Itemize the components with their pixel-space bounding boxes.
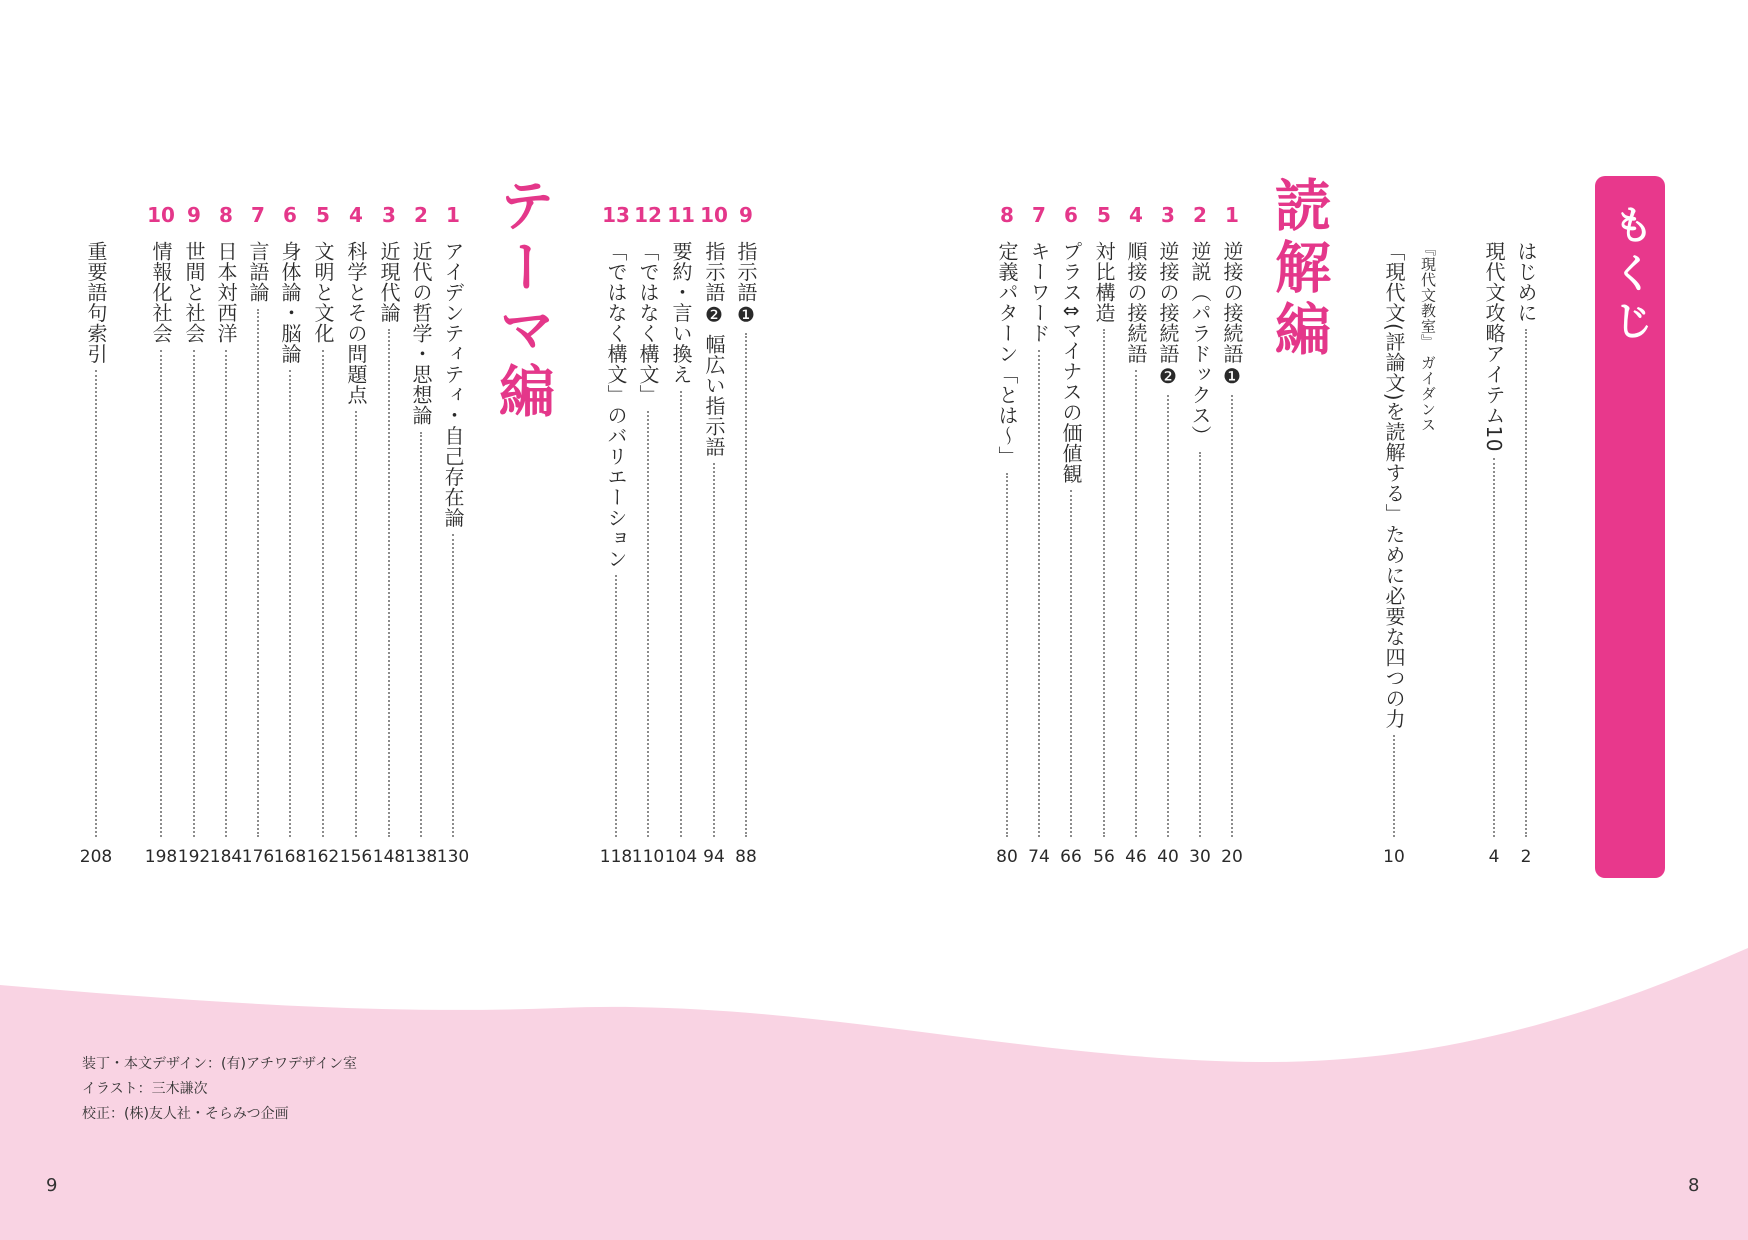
toc-entry-number: 13 — [602, 203, 630, 227]
dot-leader — [647, 411, 649, 837]
toc-entry[interactable] — [243, 205, 273, 869]
toc-entry-guidance-prefix — [1413, 205, 1443, 869]
toc-entry-number: 10 — [147, 203, 175, 227]
dot-leader — [257, 309, 259, 838]
dot-leader — [160, 350, 162, 838]
toc-entry[interactable] — [374, 205, 404, 869]
dot-leader — [1393, 735, 1395, 837]
dot-leader — [745, 333, 747, 837]
toc-entry[interactable] — [341, 205, 371, 869]
dot-leader — [1167, 395, 1169, 838]
toc-entry-title: 「ではなく構文」のバリエーション — [604, 241, 628, 569]
page-number-left: 9 — [46, 1175, 58, 1196]
toc-entry-page: 20 — [1221, 847, 1243, 867]
dot-leader — [95, 370, 97, 837]
toc-entry-title: プラス⇕マイナスの価値観 — [1059, 241, 1083, 484]
toc-entry-page: 10 — [1383, 847, 1405, 867]
toc-entry-page: 40 — [1157, 847, 1179, 867]
credit-line: イラスト：三木謙次 — [82, 1081, 208, 1097]
dot-leader — [322, 350, 324, 838]
toc-entry-number: 3 — [1161, 203, 1175, 227]
toc-entry[interactable] — [1089, 205, 1119, 869]
toc-entry-title: 「ではなく構文」 — [636, 241, 660, 405]
toc-entry[interactable] — [1511, 205, 1541, 869]
toc-entry[interactable] — [992, 205, 1022, 869]
dot-leader — [452, 534, 454, 837]
toc-entry[interactable] — [81, 205, 111, 869]
toc-entry-title: 世間と社会 — [182, 241, 206, 344]
toc-entry-number: 6 — [283, 203, 297, 227]
dot-leader — [1135, 370, 1137, 837]
toc-entry-title: 身体論・脳論 — [278, 241, 302, 364]
toc-entry[interactable] — [601, 205, 631, 869]
dot-leader — [355, 411, 357, 837]
toc-entry-page: 176 — [241, 847, 275, 867]
dot-leader — [1070, 490, 1072, 837]
toc-entry-title: 要約・言い換え — [669, 241, 693, 385]
toc-entry-page: 130 — [436, 847, 470, 867]
toc-entry-number: 11 — [667, 203, 695, 227]
toc-entry-title: 近代の哲学・思想論 — [409, 241, 433, 426]
toc-entry[interactable] — [1379, 205, 1409, 869]
toc-entry-page: 104 — [664, 847, 698, 867]
dot-leader — [193, 350, 195, 838]
dot-leader — [1199, 452, 1201, 837]
guidance-prefix: 『現代文教室』 ガイダンス — [1419, 241, 1437, 433]
dot-leader — [1231, 395, 1233, 838]
dot-leader — [1493, 458, 1495, 837]
toc-entry[interactable] — [1121, 205, 1151, 869]
toc-entry[interactable] — [1185, 205, 1215, 869]
toc-entry-title: 科学とその問題点 — [344, 241, 368, 405]
toc-entry[interactable] — [1153, 205, 1183, 869]
toc-entry-page: 138 — [404, 847, 438, 867]
toc-entry-number: 4 — [349, 203, 363, 227]
toc-entry-page: 156 — [339, 847, 373, 867]
toc-entry-number: 7 — [1032, 203, 1046, 227]
toc-entry-title: アイデンティティ・自己存在論 — [441, 241, 465, 528]
dot-leader — [680, 391, 682, 838]
toc-entry-page: 168 — [273, 847, 307, 867]
toc-entry-page: 192 — [177, 847, 211, 867]
toc-entry-page: 80 — [996, 847, 1018, 867]
toc-entry-page: 88 — [735, 847, 757, 867]
toc-entry-number: 12 — [634, 203, 662, 227]
credits — [82, 1052, 357, 1127]
toc-entry[interactable] — [633, 205, 663, 869]
dot-leader — [1525, 329, 1527, 837]
toc-entry-title: 逆接の接続語❷ — [1156, 241, 1180, 389]
credit-line: 装丁・本文デザイン：(有)アチワデザイン室 — [82, 1056, 357, 1072]
toc-entry-title: 日本対西洋 — [214, 241, 238, 344]
toc-entry-title: 重要語句索引 — [84, 241, 108, 364]
toc-entry-page: 118 — [599, 847, 633, 867]
toc-entry-number: 5 — [1097, 203, 1111, 227]
toc-entry-number: 2 — [414, 203, 428, 227]
toc-entry-page: 46 — [1125, 847, 1147, 867]
toc-entry[interactable] — [438, 205, 468, 869]
toc-entry-title: 逆接の接続語❶ — [1220, 241, 1244, 389]
dot-leader — [615, 575, 617, 837]
dot-leader — [1103, 329, 1105, 837]
toc-entry-page: 94 — [703, 847, 725, 867]
toc-entry-page: 110 — [631, 847, 665, 867]
toc-entry-title: 指示語❶ — [734, 241, 758, 327]
toc-entry-number: 2 — [1193, 203, 1207, 227]
dot-leader — [388, 329, 390, 837]
toc-entry[interactable] — [146, 205, 176, 869]
section-heading-theme: テーマ編 — [490, 176, 555, 424]
toc-entry-number: 8 — [219, 203, 233, 227]
toc-entry-title: 近現代論 — [377, 241, 401, 323]
toc-entry-number: 7 — [251, 203, 265, 227]
toc-entry-number: 8 — [1000, 203, 1014, 227]
toc-entry-page: 198 — [144, 847, 178, 867]
toc-entry[interactable] — [275, 205, 305, 869]
toc-entry-title: 文明と文化 — [311, 241, 335, 344]
toc-entry-page: 208 — [79, 847, 113, 867]
toc-entry-page: 2 — [1520, 847, 1532, 867]
dot-leader — [289, 370, 291, 837]
toc-entry-number: 9 — [187, 203, 201, 227]
toc-entry-page: 56 — [1093, 847, 1115, 867]
toc-entry-page: 66 — [1060, 847, 1082, 867]
toc-entry-page: 4 — [1488, 847, 1500, 867]
toc-entry[interactable] — [406, 205, 436, 869]
toc-entry[interactable] — [1217, 205, 1247, 869]
dot-leader — [225, 350, 227, 838]
toc-entry-number: 1 — [446, 203, 460, 227]
toc-entry-number: 5 — [316, 203, 330, 227]
toc-entry-title: 情報化社会 — [149, 241, 173, 344]
toc-entry-title: 指示語❷ 幅広い指示語 — [702, 241, 726, 457]
mokuji-label: もくじ — [1607, 204, 1653, 348]
toc-entry[interactable] — [699, 205, 729, 869]
toc-entry-title: 「現代文(評論文)を読解する」ために必要な四つの力 — [1382, 241, 1406, 730]
toc-entry[interactable] — [308, 205, 338, 869]
toc-entry-title: 言語論 — [246, 241, 270, 303]
toc-entry[interactable] — [666, 205, 696, 869]
toc-entry-page: 30 — [1189, 847, 1211, 867]
toc-entry-title: 定義パターン「とは～」 — [995, 241, 1019, 467]
page-number-right: 8 — [1688, 1175, 1700, 1196]
toc-entry-number: 1 — [1225, 203, 1239, 227]
toc-entry-title: はじめに — [1514, 241, 1538, 323]
toc-entry-title: 順接の接続語 — [1124, 241, 1148, 364]
mokuji-tab — [1595, 176, 1665, 878]
toc-entry[interactable] — [1056, 205, 1086, 869]
toc-entry-page: 162 — [306, 847, 340, 867]
toc-entry[interactable] — [211, 205, 241, 869]
toc-entry-title: 逆説（パラドックス） — [1188, 241, 1212, 446]
toc-entry[interactable] — [1479, 205, 1509, 869]
toc-entry-number: 3 — [382, 203, 396, 227]
dot-leader — [1006, 473, 1008, 838]
toc-entry-number: 4 — [1129, 203, 1143, 227]
toc-entry-number: 6 — [1064, 203, 1078, 227]
dot-leader — [420, 432, 422, 838]
toc-entry[interactable] — [731, 205, 761, 869]
toc-entry-page: 184 — [209, 847, 243, 867]
toc-entry-page: 148 — [372, 847, 406, 867]
dot-leader — [1038, 350, 1040, 838]
section-heading-dokkai: 読解編 — [1266, 176, 1331, 362]
toc-entry-number: 10 — [700, 203, 728, 227]
toc-entry-title: 現代文攻略アイテム10 — [1482, 241, 1506, 452]
toc-entry-title: キーワード — [1027, 241, 1051, 344]
toc-entry-number: 9 — [739, 203, 753, 227]
toc-entry-page: 74 — [1028, 847, 1050, 867]
toc-entry[interactable] — [1024, 205, 1054, 869]
toc-entry[interactable] — [179, 205, 209, 869]
dot-leader — [713, 463, 715, 837]
toc-entry-title: 対比構造 — [1092, 241, 1116, 323]
credit-line: 校正：(株)友人社・そらみつ企画 — [82, 1106, 289, 1122]
